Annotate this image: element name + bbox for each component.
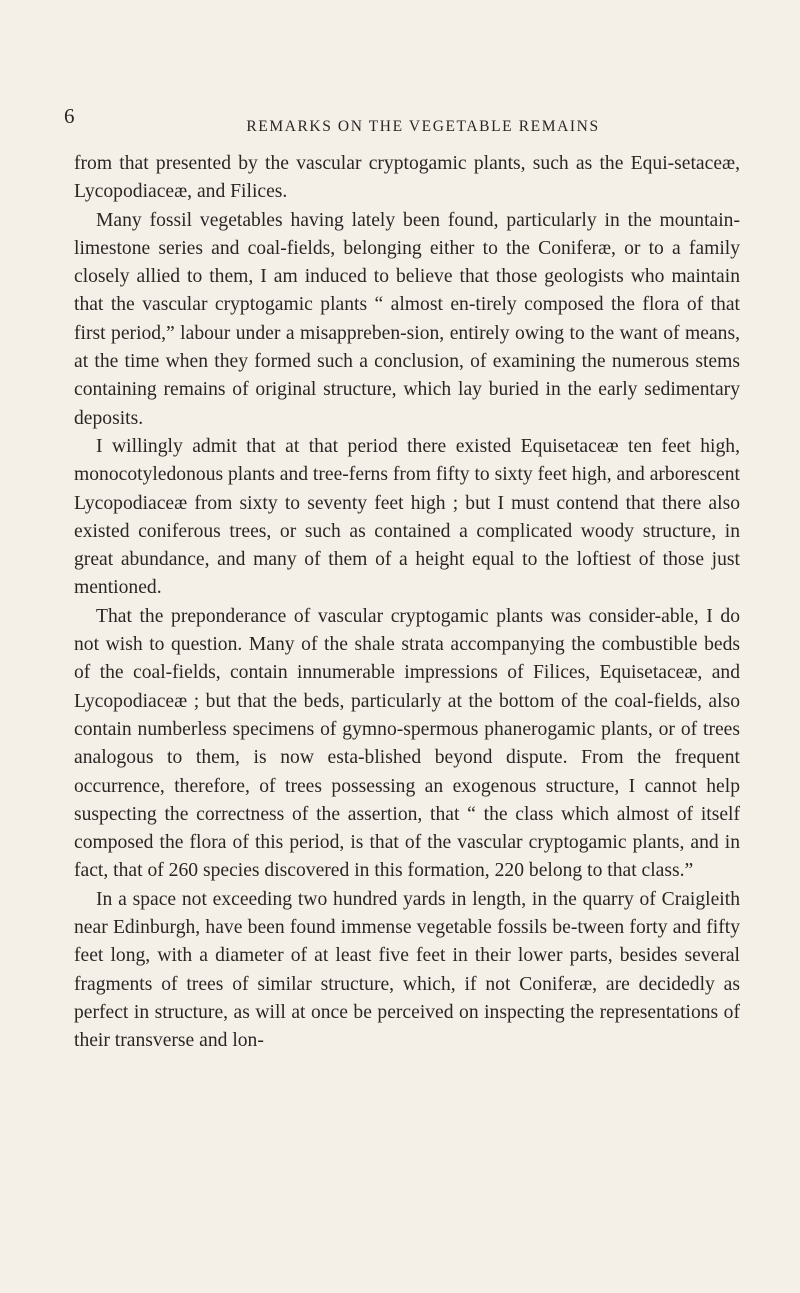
paragraph-4: That the preponderance of vascular cryptogamic plants was consider-able, I do not wish to question. Many of the shale strata accompanying the combustible beds of the coal-fields, contain innumerable impressions of Filices, Equisetaceæ, and Lycopodiaceæ ; but that the beds, particularly at the bottom of the coal-fields, also contain numberless specimens of gymno-spermous phanerogamic plants, or of trees analogous to them, is now esta-blished beyond dispute. From the frequent occurrence, therefore, of trees possessing an exogenous structure, I cannot help suspecting the correctness of the assertion, that “ the class which almost of itself composed the flora of this period, is that of the vascular cryptogamic plants, and in fact, that of 260 species discovered in this formation, 220 belong to that class.”: [74, 605, 740, 882]
page-number: 6: [64, 104, 75, 128]
paragraph-1: from that presented by the vascular cryptogamic plants, such as the Equi-setaceæ, Lycopodiaceæ, and Filices.: [74, 153, 740, 203]
body-text: [74, 150, 740, 1056]
paragraph-5: In a space not exceeding two hundred yards in length, in the quarry of Craigleith near Edinburgh, have been found immense vegetable fossils be-tween forty and fifty feet long, with a diameter of at least five feet in their lower parts, besides several fragments of trees of similar structure, which, if not Coniferæ, are decidedly as perfect in structure, as will at once be perceived on inspecting the representations of their transverse and lon-: [74, 888, 740, 1052]
paragraph-3: I willingly admit that at that period there existed Equisetaceæ ten feet high, monocotyledonous plants and tree-ferns from fifty to sixty feet high, and arborescent Lycopodiaceæ from sixty to seventy feet high ; but I must contend that there also existed coniferous trees, or such as contained a complicated woody structure, in great abundance, and many of them of a height equal to the loftiest of those just mentioned.: [74, 435, 740, 599]
paragraph-2: Many fossil vegetables having lately been found, particularly in the mountain-limestone series and coal-fields, belonging either to the Coniferæ, or to a family closely allied to them, I am induced to believe that those geologists who maintain that the vascular cryptogamic plants “ almost en-tirely composed the flora of that first period,” labour under a misappreben-sion, entirely owing to the want of means, at the time when they formed such a conclusion, of examining the numerous stems containing remains of original structure, which lay buried in the early sedimentary deposits.: [74, 209, 740, 429]
running-head: REMARKS ON THE VEGETABLE REMAINS: [246, 118, 600, 135]
